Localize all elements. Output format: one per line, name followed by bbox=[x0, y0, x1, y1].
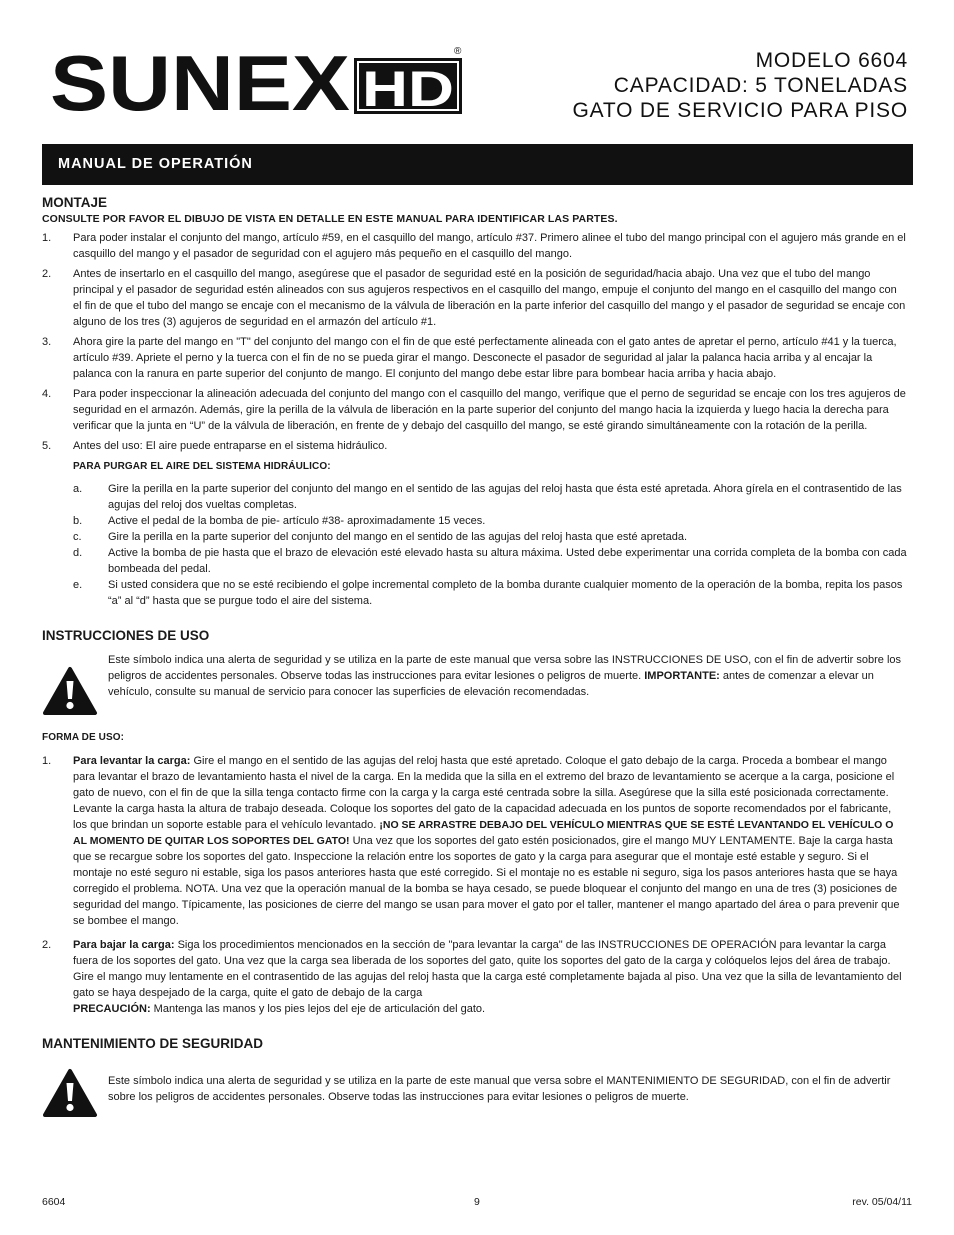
mantenimiento-heading: MANTENIMIENTO DE SEGURIDAD bbox=[42, 1036, 264, 1051]
product-line: GATO DE SERVICIO PARA PISO bbox=[572, 99, 908, 122]
footer-page-number: 9 bbox=[474, 1196, 480, 1208]
uso-heading: INSTRUCCIONES DE USO bbox=[42, 628, 210, 643]
montaje-note: CONSULTE POR FAVOR EL DIBUJO DE VISTA EN DETALLE EN ESTE MANUAL PARA IDENTIFICAR LAS PARTES. bbox=[42, 213, 618, 225]
list-item: 1. Para levantar la carga: Gire el mango en el sentido de las agujas del reloj hasta que esté apretado. Coloque el gato debajo de la carga. Proceda a bombear el mango para levantar el brazo de levantamiento hasta el nivel de la carga. En la medida que la silla en el extremo del brazo de levantamiento se acerque a la carga, posicione el gato de nuevo, con el fin de que la silla tenga contacto firme con la carga y la carga esté centrada sobre la silla. Asegúrese que la silla esté posicionada correctamente. Levante la carga hasta la altura de trabajo deseada. Coloque los soportes del gato de la capacidad adecuada en los puntos de soporte recomendados por el fabricante, los que brindan un soporte estable para el vehículo levantado. ¡NO SE ARRASTRE DEBAJO DEL VEHÍCULO MIENTRAS QUE SE ESTÉ LEVANTANDO EL VEHÍCULO O AL MOMENTO DE QUITAR LOS SOPORTES DEL GATO! Una vez que los soportes del gato estén posicionados, gire el mango MUY LENTAMENTE. Baje la carga hasta que se recargue sobre los soportes del gato. Inspeccione la relación entre los soportes de gato y la carga para asegurar que el montaje esté estable y seguro. Si el montaje no esté seguro ni estable, siga los pasos anteriores hasta que esté corregido. Si el montaje no es estable ni seguro, siga los pasos anteriores hasta que se haya corregido el problema. NOTA. Una vez que la operación manual de la bomba se haya cesado, se puede bloquear el conjunto del mango en una de tres (3) posiciones de seguridad del mango. Típicamente, las posiciones de cierre del mango se usan para mover el gato por el taller, mantener el mango apartado del área o para prevenir que se bombee el mango. bbox=[42, 755, 900, 927]
list-item: c. Gire la perilla en la parte superior del conjunto del mango en el sentido de las agujas del reloj hasta que esté apretada. bbox=[73, 531, 688, 543]
logo-wordmark: SUNEX bbox=[50, 44, 350, 116]
list-item: b. Active el pedal de la bomba de pie- artículo #38- aproximadamente 15 veces. bbox=[73, 515, 486, 527]
banner-title: MANUAL DE OPERATIÓN bbox=[58, 156, 253, 172]
header-titles bbox=[572, 48, 908, 123]
list-item: 2. Para bajar la carga: Siga los procedimientos mencionados en la sección de "para levantar la carga" de las INSTRUCCIONES DE OPERACIÓN para levantar la carga fuera de los soportes del gato. Una vez que la carga sea liberada de los soportes del gato, quite los soportes del gato de la carga y colóquelos lejos del área de trabajo. Gire el mango muy lentamente en el contrasentido de las agujas del reloj hasta que la carga esté completamente bajada al piso. Una vez que la silla de levantamiento del gato se haya despejado de la carga, quite el gato de debajo de la carga PRECAUCIÓN: Mantenga las manos y los pies lejos del eje de articulación del gato. bbox=[42, 939, 902, 1015]
uso-alert bbox=[42, 652, 908, 716]
uso-steps bbox=[42, 753, 908, 1017]
important-label: IMPORTANTE: bbox=[644, 670, 720, 682]
forma-heading: FORMA DE USO: bbox=[42, 732, 125, 743]
capacity-line: CAPACIDAD: 5 TONELADAS bbox=[613, 74, 908, 97]
list-item: d. Active la bomba de pie hasta que el brazo de elevación esté elevado hasta su altura máxima. Usted debe experimentar una corrida completa de la bomba con cada bombeada del pedal. bbox=[73, 547, 907, 575]
warning-text: ¡NO SE ARRASTRE DEBAJO DEL VEHÍCULO MIENTRAS QUE SE ESTÉ LEVANTANDO EL VEHÍCULO O AL MOMENTO DE QUITAR LOS SOPORTES DEL GATO! bbox=[73, 819, 894, 847]
document-body bbox=[42, 194, 908, 1118]
list-item: a. Gire la perilla en la parte superior del conjunto del mango en el sentido de las agujas del reloj hasta que ésta esté apretada. Ahora gírela en el contrasentido de las agujas del reloj dos vueltas completas. bbox=[73, 483, 902, 511]
list-item: 3. Ahora gire la parte del mango en "T" del conjunto del mango con el fin de que esté perfectamente alineada con el gato antes de apretar el perno, artículo #41 y la tuerca, artículo #39. Apriete el perno y la tuerca con el fin de no se pueda girar el mango. Desconecte el pasador de seguridad al jalar la palanca hacia arriba y al encajar la palanca con la ranura en parte superior del conjunto de mango. El conjunto del mango debe estar libre para bombear hacia arriba y hacia abajo. bbox=[42, 336, 897, 380]
logo-registered-mark: ® bbox=[454, 46, 462, 57]
mantenimiento-alert bbox=[42, 1064, 908, 1118]
uso-alert-text: Este símbolo indica una alerta de seguridad y se utiliza en la parte de este manual que versa sobre las INSTRUCCIONES DE USO, con el fin de advertir sobre los peligros de accidentes personales. Observe todas las instrucciones para evitar lesiones o peligros de muerte. IMPORTANTE: antes de comenzar a elevar un vehículo, consulte su manual de servicio para conocer las superficies de elevación recomendadas. bbox=[108, 654, 901, 698]
montaje-steps bbox=[42, 230, 908, 609]
list-item: 4. Para poder inspeccionar la alineación adecuada del conjunto del mango con el casquillo del mango, verifique que el perno de seguridad se encaje con los tres agujeros de seguridad en el armazón. Además, gire la perilla de la válvula de liberación en la parte superior del conjunto del mango hacia la izquierda y luego hacia la derecha para verificar que la junta en “U” de la válvula de liberación, en frente de y debajo del casquillo del mango, se esté girando simultáneamente con la rotación de la perilla. bbox=[42, 388, 906, 432]
list-item: 1. Para poder instalar el conjunto del mango, artículo #59, en el casquillo del mango, artículo #37. Primero alinee el tubo del mango principal con el agujero más grande en el casquillo del mango y el pasador de seguridad con el agujero más pequeño en el casquillo del mango. bbox=[42, 232, 906, 260]
model-line: MODELO 6604 bbox=[755, 49, 908, 72]
footer-revision: rev. 05/04/11 bbox=[852, 1196, 912, 1208]
sunex-hd-logo bbox=[50, 44, 466, 116]
list-item: e. Si usted considera que no se esté recibiendo el golpe incremental completo de la bomba durante cualquier momento de la operación de la bomba, repita los pasos “a” al “d” hasta que se purgue todo el aire del sistema. bbox=[73, 579, 903, 607]
list-item: 2. Antes de insertarlo en el casquillo del mango, asegúrese que el pasador de seguridad esté en la posición de seguridad/hacia abajo. Una vez que el tubo del mango principal y el pasador de seguridad estén alineados con sus agujeros respectivos en el casquillo del mango, empuje el conjunto del mango en el casquillo del mango con el fin de que el tubo del mango se encaje con el mecanismo de la válvula de liberación en la parte inferior del casquillo del mango y el pasador de seguridad se encaje con alguno de los tres (3) agujeros de seguridad en el armazón del artículo #1. bbox=[42, 268, 906, 328]
footer-model: 6604 bbox=[42, 1196, 66, 1208]
montaje-heading: MONTAJE bbox=[42, 195, 108, 210]
warning-triangle-icon bbox=[42, 1068, 98, 1118]
list-item: 5. Antes del uso: El aire puede entraparse en el sistema hidráulico. PARA PURGAR EL AIRE DEL SISTEMA HIDRÁULICO: a. Gire la perilla en la parte superior del conjunto del mango en el sentido de las agujas del reloj hasta que ésta esté apretada. Ahora gírela en el contrasentido de las agujas del reloj dos vueltas completas. b. Active el pedal de la bomba de pie- artículo #38- aproximadamente 15 veces. c. Gire la perilla en la parte superior del conjunto del mango en el sentido de las agujas del reloj hasta que esté apretada. d. Active la bomba de pie hasta que el brazo de elevación esté elevado hasta su altura máxima. Usted debe experimentar una corrida completa de la bomba con cada bombeada del pedal. e. Si usted considera que no se esté recibiendo el golpe incremental completo de la bomba durante cualquier momento de la operación de la bomba, repita los pasos “a” al “d” hasta que se purgue todo el aire del sistema. bbox=[42, 440, 907, 607]
purge-heading: PARA PURGAR EL AIRE DEL SISTEMA HIDRÁULICO: bbox=[73, 461, 331, 472]
mantenimiento-alert-text: Este símbolo indica una alerta de seguridad y se utiliza en la parte de este manual que versa sobre el MANTENIMIENTO DE SEGURIDAD, con el fin de advertir sobre los peligros de accidentes personales. Observe todas las instrucciones para evitar lesiones o peligros de muerte. bbox=[108, 1075, 891, 1103]
purge-steps bbox=[73, 481, 908, 609]
caution-label: PRECAUCIÓN: bbox=[73, 1003, 151, 1015]
section-banner bbox=[42, 144, 913, 185]
logo-hd: HD bbox=[362, 61, 454, 116]
warning-triangle-icon bbox=[42, 666, 98, 716]
